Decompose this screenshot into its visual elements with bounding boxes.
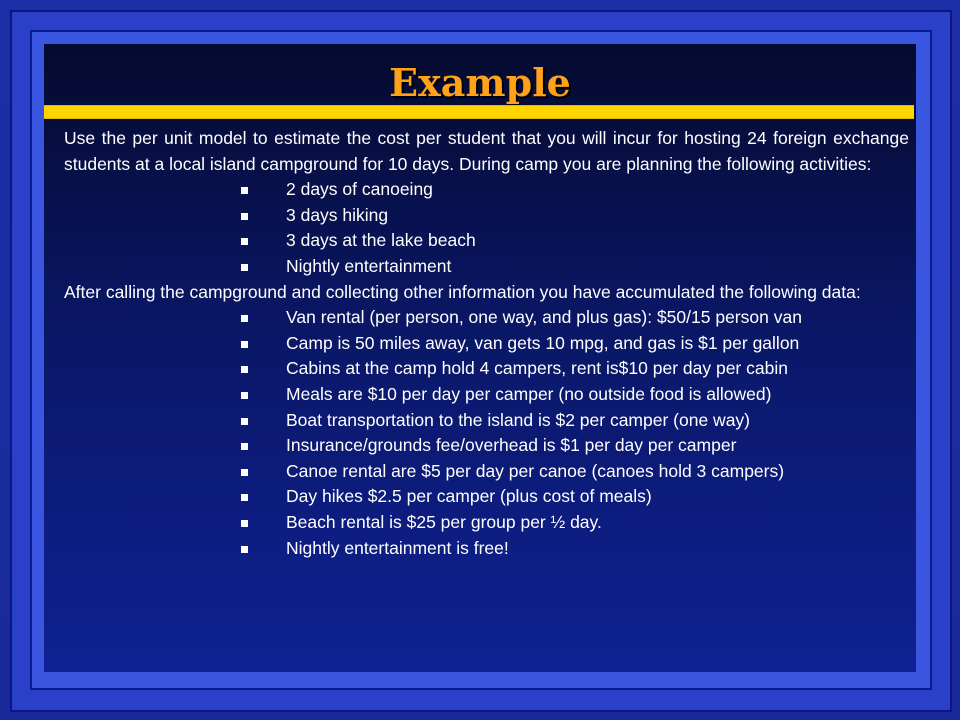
title-underline bbox=[44, 105, 914, 119]
content-panel bbox=[44, 44, 916, 672]
list-item bbox=[64, 254, 909, 280]
list-item-text: 2 days of canoeing bbox=[286, 179, 433, 200]
list-item bbox=[64, 484, 909, 510]
data-list bbox=[64, 305, 909, 561]
list-item-text: Cabins at the camp hold 4 campers, rent is$10 per day per cabin bbox=[286, 358, 788, 379]
square-bullet-icon bbox=[241, 238, 248, 245]
list-item bbox=[64, 305, 909, 331]
square-bullet-icon bbox=[241, 213, 248, 220]
list-item-text: Insurance/grounds fee/overhead is $1 per day per camper bbox=[286, 435, 737, 456]
list-item-text: Nightly entertainment is free! bbox=[286, 537, 509, 558]
list-item bbox=[64, 356, 909, 382]
square-bullet-icon bbox=[241, 443, 248, 450]
activities-list bbox=[64, 177, 909, 279]
square-bullet-icon bbox=[241, 469, 248, 476]
square-bullet-icon bbox=[241, 392, 248, 399]
square-bullet-icon bbox=[241, 520, 248, 527]
list-item-text: Meals are $10 per day per camper (no outside food is allowed) bbox=[286, 383, 772, 404]
intro-paragraph: Use the per unit model to estimate the cost per student that you will incur for hosting 24 foreign exchange students at a local island campground for 10 days. During camp you are planning the following activities: bbox=[64, 128, 909, 174]
square-bullet-icon bbox=[241, 494, 248, 501]
list-item-text: Van rental (per person, one way, and plus gas): $50/15 person van bbox=[286, 307, 802, 328]
square-bullet-icon bbox=[241, 546, 248, 553]
square-bullet-icon bbox=[241, 366, 248, 373]
square-bullet-icon bbox=[241, 341, 248, 348]
list-item-text: Boat transportation to the island is $2 per camper (one way) bbox=[286, 409, 750, 430]
square-bullet-icon bbox=[241, 187, 248, 194]
list-item bbox=[64, 433, 909, 459]
list-item bbox=[64, 382, 909, 408]
list-item bbox=[64, 331, 909, 357]
list-item-text: 3 days hiking bbox=[286, 204, 389, 225]
list-item bbox=[64, 177, 909, 203]
list-item-text: Camp is 50 miles away, van gets 10 mpg, and gas is $1 per gallon bbox=[286, 332, 800, 353]
list-item-text: Beach rental is $25 per group per ½ day. bbox=[286, 511, 602, 532]
list-item bbox=[64, 459, 909, 485]
list-item-text: Nightly entertainment bbox=[286, 255, 452, 276]
slide-title: Example bbox=[389, 60, 571, 105]
square-bullet-icon bbox=[241, 315, 248, 322]
list-item bbox=[64, 203, 909, 229]
slide-body bbox=[64, 126, 909, 561]
list-item bbox=[64, 228, 909, 254]
list-item bbox=[64, 408, 909, 434]
data-intro-paragraph: After calling the campground and collecting other information you have accumulated the following data: bbox=[64, 281, 861, 302]
list-item bbox=[64, 536, 909, 562]
list-item-text: Canoe rental are $5 per day per canoe (canoes hold 3 campers) bbox=[286, 460, 785, 481]
square-bullet-icon bbox=[241, 418, 248, 425]
list-item-text: 3 days at the lake beach bbox=[286, 230, 476, 251]
list-item-text: Day hikes $2.5 per camper (plus cost of meals) bbox=[286, 486, 652, 507]
square-bullet-icon bbox=[241, 264, 248, 271]
list-item bbox=[64, 510, 909, 536]
